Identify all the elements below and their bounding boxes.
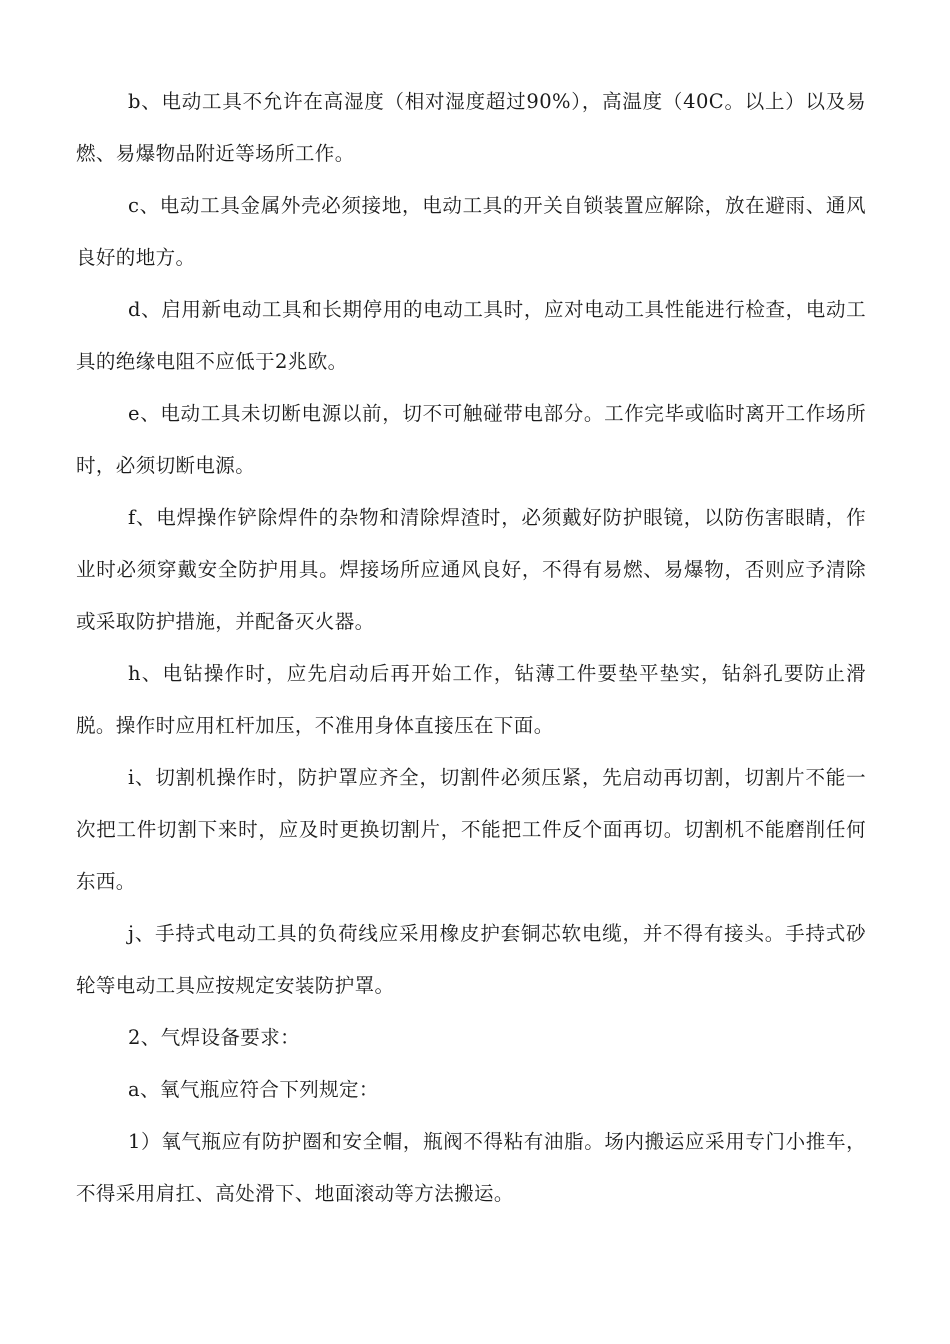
paragraph-b: b、电动工具不允许在高湿度（相对湿度超过90%），高温度（40C。以上）以及易燃、易爆物品附近等场所工作。 — [76, 90, 866, 165]
paragraph-i: i、切割机操作时，防护罩应齐全，切割件必须压紧，先启动再切割，切割片不能一次把工件切割下来时，应及时更换切割片，不能把工件反个面再切。切割机不能磨削任何东西。 — [76, 766, 866, 893]
paragraph-f: f、电焊操作铲除焊件的杂物和清除焊渣时，必须戴好防护眼镜，以防伤害眼睛，作业时必须穿戴安全防护用具。焊接场所应通风良好，不得有易燃、易爆物，否则应予清除或采取防护措施，并配备灭火器。 — [76, 506, 866, 633]
paragraph-d: d、启用新电动工具和长期停用的电动工具时，应对电动工具性能进行检查，电动工具的绝缘电阻不应低于2兆欧。 — [76, 298, 866, 373]
paragraph-1: 1）氧气瓶应有防护圈和安全帽，瓶阀不得粘有油脂。场内搬运应采用专门小推车，不得采用肩扛、高处滑下、地面滚动等方法搬运。 — [76, 1130, 866, 1205]
document-body — [76, 76, 866, 1220]
section-heading-gas-welding: 2、气焊设备要求： — [128, 1026, 301, 1049]
paragraph-h: h、电钻操作时，应先启动后再开始工作，钻薄工件要垫平垫实，钻斜孔要防止滑脱。操作时应用杠杆加压，不准用身体直接压在下面。 — [76, 662, 866, 737]
paragraph-a: a、氧气瓶应符合下列规定： — [128, 1078, 379, 1101]
paragraph-c: c、电动工具金属外壳必须接地，电动工具的开关自锁装置应解除，放在避雨、通风良好的地方。 — [76, 194, 866, 269]
paragraph-e: e、电动工具未切断电源以前，切不可触碰带电部分。工作完毕或临时离开工作场所时，必须切断电源。 — [76, 402, 866, 477]
paragraph-j: j、手持式电动工具的负荷线应采用橡皮护套铜芯软电缆，并不得有接头。手持式砂轮等电动工具应按规定安装防护罩。 — [76, 922, 866, 997]
